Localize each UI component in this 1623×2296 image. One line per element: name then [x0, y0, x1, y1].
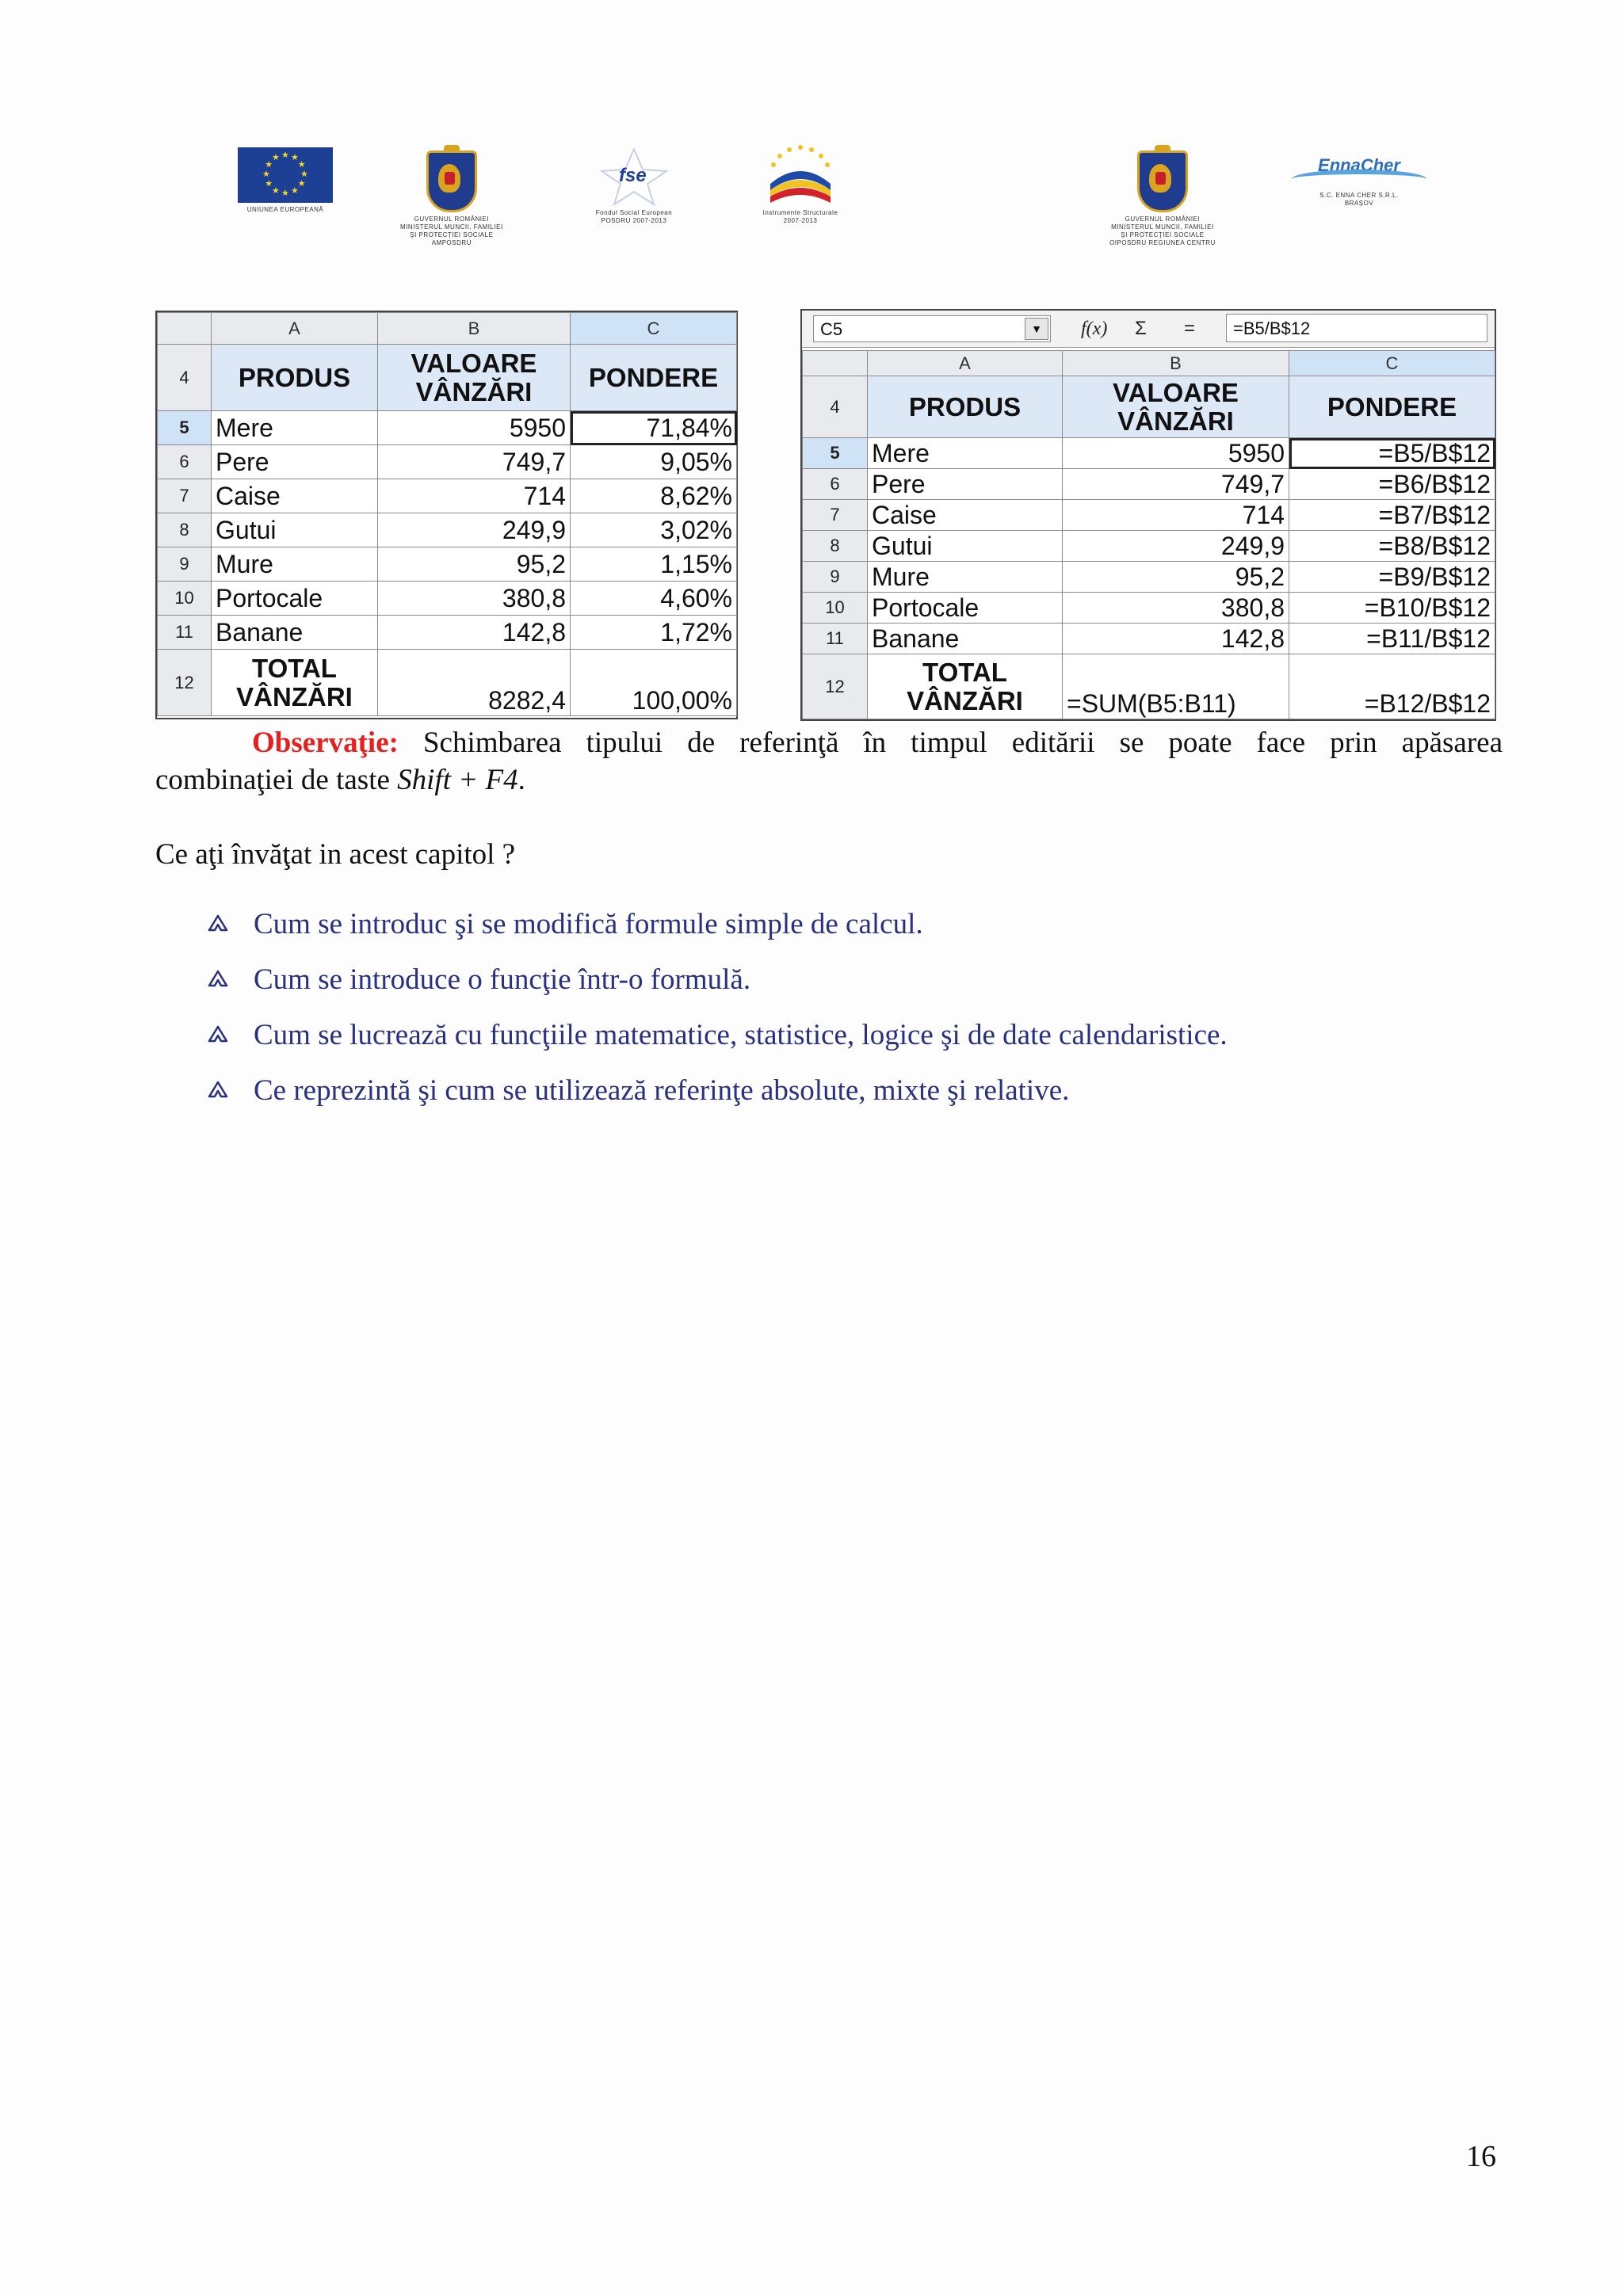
row-header[interactable]: 11 [158, 616, 212, 650]
cell-pondere[interactable]: 1,15% [571, 547, 737, 582]
header-cell-produs[interactable]: PRODUS [868, 376, 1063, 438]
crest-icon [426, 151, 477, 212]
list-item [208, 906, 1228, 943]
list-item-text: Ce reprezintă şi cum se utilizează referinţe absolute, mixte şi relative. [254, 1074, 1070, 1107]
column-header-b[interactable]: B [1063, 351, 1289, 376]
cell-valoare[interactable]: 249,9 [378, 513, 571, 547]
logo-caption: GUVERNUL ROMÂNIEI MINISTERUL MUNCII, FAMILIEI ŞI PROTECŢIEI SOCIALE OIPOSDRU REGIUNEA CENTRU [1109, 215, 1216, 246]
row-header[interactable]: 4 [803, 376, 868, 438]
total-value-cell[interactable]: 8282,4 [378, 650, 571, 716]
cell-produs[interactable]: Mure [212, 547, 378, 582]
formula-bar [802, 311, 1495, 348]
table-row [803, 531, 1495, 562]
total-label-cell[interactable]: TOTAL VÂNZĂRI [212, 650, 378, 716]
equals-icon[interactable]: = [1184, 318, 1196, 339]
row-header[interactable]: 6 [803, 469, 868, 500]
cell-pondere[interactable]: 71,84% [571, 411, 737, 445]
row-header[interactable]: 6 [158, 445, 212, 479]
cell-valoare[interactable]: 714 [1063, 500, 1289, 531]
cell-produs[interactable]: Portocale [212, 582, 378, 616]
cell-pondere[interactable]: =B9/B$12 [1289, 562, 1495, 593]
chevron-down-icon[interactable]: ▼ [1025, 318, 1048, 340]
table-row [803, 562, 1495, 593]
cell-pondere[interactable]: 9,05% [571, 445, 737, 479]
bullet-triangle-icon [208, 1073, 228, 1118]
bullet-triangle-icon [208, 1017, 228, 1062]
star-icon: ★ [281, 151, 289, 160]
cell-valoare[interactable]: 5950 [378, 411, 571, 445]
header-cell-pondere[interactable]: PONDERE [1289, 376, 1495, 438]
header-cell-valoare[interactable]: VALOARE VÂNZĂRI [1063, 376, 1289, 438]
logo-caption: GUVERNUL ROMÂNIEI MINISTERUL MUNCII, FAMILIEI ŞI PROTECŢIEI SOCIALE AMPOSDRU [400, 215, 503, 246]
cell-pondere[interactable]: =B7/B$12 [1289, 500, 1495, 531]
table-row [803, 593, 1495, 624]
cell-pondere[interactable]: =B5/B$12 [1289, 438, 1495, 469]
cell-valoare[interactable]: 380,8 [378, 582, 571, 616]
row-header[interactable]: 9 [803, 562, 868, 593]
cell-pondere[interactable]: 8,62% [571, 479, 737, 513]
cell-pondere[interactable]: 4,60% [571, 582, 737, 616]
spreadsheet-values-screenshot [155, 311, 738, 719]
romanian-government-crest-logo-2 [1109, 151, 1216, 247]
star-icon: ★ [272, 153, 280, 163]
cell-produs[interactable]: Mere [868, 438, 1063, 469]
column-header-c[interactable]: C [1289, 351, 1495, 376]
cell-produs[interactable]: Caise [212, 479, 378, 513]
star-icon: ★ [291, 153, 299, 163]
corner-cell [158, 313, 212, 345]
cell-produs[interactable]: Banane [212, 616, 378, 650]
cell-pondere[interactable]: =B6/B$12 [1289, 469, 1495, 500]
cell-valoare[interactable]: 95,2 [1063, 562, 1289, 593]
shortcut-text: Shift + F4 [397, 764, 518, 796]
table-row [158, 547, 737, 582]
cell-valoare[interactable]: 142,8 [378, 616, 571, 650]
cell-valoare[interactable]: 142,8 [1063, 624, 1289, 654]
header-cell-valoare[interactable]: VALOARE VÂNZĂRI [378, 345, 571, 411]
cell-produs[interactable]: Banane [868, 624, 1063, 654]
cell-valoare[interactable]: 5950 [1063, 438, 1289, 469]
star-icon: ★ [265, 179, 273, 189]
formula-input[interactable]: =B5/B$12 [1226, 314, 1487, 342]
fse-star-icon [590, 147, 678, 206]
summary-question: Ce aţi învăţat in acest capitol ? [155, 838, 516, 871]
cell-pondere[interactable]: =B11/B$12 [1289, 624, 1495, 654]
star-icon: ★ [281, 189, 289, 198]
star-icon: ★ [297, 179, 306, 189]
spreadsheet-formulas-screenshot [800, 309, 1496, 721]
name-box-value: C5 [820, 319, 843, 339]
row-header[interactable]: 7 [803, 500, 868, 531]
column-header-a[interactable]: A [212, 313, 378, 345]
row-header[interactable]: 10 [803, 593, 868, 624]
page-number: 16 [1466, 2140, 1496, 2173]
name-box[interactable] [813, 315, 1051, 342]
cell-produs[interactable]: Gutui [212, 513, 378, 547]
table-row [158, 616, 737, 650]
observation-text: Schimbarea tipului de referinţă în timpul editării se poate face prin apăsarea [422, 727, 1503, 759]
total-label-cell[interactable]: TOTAL VÂNZĂRI [868, 654, 1063, 719]
table-row [158, 479, 737, 513]
star-icon: ★ [265, 160, 273, 170]
romanian-government-crest-logo [400, 151, 503, 247]
observation-text-2: combinaţiei de taste [155, 764, 398, 796]
cell-valoare[interactable]: 95,2 [378, 547, 571, 582]
row-header[interactable]: 5 [158, 411, 212, 445]
list-item-text: Cum se introduc şi se modifică formule simple de calcul. [254, 908, 923, 940]
instrumente-structurale-logo [761, 143, 840, 225]
list-item [208, 1073, 1228, 1109]
bullet-triangle-icon [208, 906, 228, 952]
column-header-a[interactable]: A [868, 351, 1063, 376]
column-header-c[interactable]: C [571, 313, 737, 345]
star-icon: ★ [300, 170, 308, 179]
row-header[interactable]: 8 [158, 513, 212, 547]
observation-line-2 [155, 762, 525, 799]
list-item [208, 962, 1228, 998]
swoosh-icon [1292, 170, 1426, 189]
cell-produs[interactable]: Pere [212, 445, 378, 479]
cell-valoare[interactable]: 380,8 [1063, 593, 1289, 624]
observation-line-1 [252, 725, 1503, 761]
corner-cell [803, 351, 868, 376]
cell-pondere[interactable]: 1,72% [571, 616, 737, 650]
header-cell-pondere[interactable]: PONDERE [571, 345, 737, 411]
row-header[interactable]: 5 [803, 438, 868, 469]
logo-caption: Fondul Social European POSDRU 2007-2013 [595, 209, 673, 224]
table-row [158, 411, 737, 445]
observation-period: . [517, 764, 525, 796]
bullet-triangle-icon [208, 962, 228, 1007]
cell-pondere[interactable]: =B10/B$12 [1289, 593, 1495, 624]
cell-produs[interactable]: Portocale [868, 593, 1063, 624]
cell-produs[interactable]: Gutui [868, 531, 1063, 562]
row-header[interactable]: 10 [158, 582, 212, 616]
eu-flag-logo [238, 147, 333, 214]
table-row [158, 445, 737, 479]
crest-icon [1137, 151, 1188, 212]
eu-flag-icon [238, 147, 333, 203]
table-row [803, 624, 1495, 654]
row-header[interactable]: 4 [158, 345, 212, 411]
header-cell-produs[interactable]: PRODUS [212, 345, 378, 411]
summary-list [208, 906, 1228, 1128]
logo-caption: S.C. ENNA CHER S.R.L. BRAŞOV [1319, 192, 1399, 207]
cell-pondere[interactable]: =B8/B$12 [1289, 531, 1495, 562]
star-icon: ★ [262, 170, 270, 179]
cell-valoare[interactable]: 749,7 [1063, 469, 1289, 500]
cell-produs[interactable]: Mure [868, 562, 1063, 593]
function-wizard-icon[interactable]: f(x) [1081, 318, 1108, 339]
row-header[interactable]: 8 [803, 531, 868, 562]
total-formula-cell[interactable]: =SUM(B5:B11) [1063, 654, 1289, 719]
list-item-text: Cum se lucrează cu funcţiile matematice, statistice, logice şi de date calendaristice. [254, 1019, 1228, 1051]
ennacher-mark-text: EnnaCher [1318, 155, 1400, 175]
column-header-b[interactable]: B [378, 313, 571, 345]
table-row [803, 438, 1495, 469]
cell-produs[interactable]: Mere [212, 411, 378, 445]
table-row [158, 513, 737, 547]
star-icon: ★ [291, 185, 299, 196]
total-pondere-formula-cell[interactable]: =B12/B$12 [1289, 654, 1495, 719]
fse-mark-text: fse [619, 165, 647, 186]
table-row [803, 469, 1495, 500]
cell-pondere[interactable]: 3,02% [571, 513, 737, 547]
total-pondere-cell[interactable]: 100,00% [571, 650, 737, 716]
list-item [208, 1017, 1228, 1054]
list-item-text: Cum se introduce o funcţie într-o formulă. [254, 963, 751, 996]
cell-valoare[interactable]: 714 [378, 479, 571, 513]
cell-produs[interactable]: Caise [868, 500, 1063, 531]
observation-label: Observaţie: [252, 727, 399, 759]
logo-caption: Instrumente Structurale 2007-2013 [762, 209, 838, 224]
sum-icon[interactable]: Σ [1135, 318, 1147, 339]
logo-caption: UNIUNEA EUROPEANĂ [246, 206, 324, 213]
star-icon: ★ [297, 160, 306, 170]
table-row [158, 582, 737, 616]
table-row [803, 500, 1495, 531]
cell-valoare[interactable]: 249,9 [1063, 531, 1289, 562]
row-header[interactable]: 12 [158, 650, 212, 716]
cell-valoare[interactable]: 749,7 [378, 445, 571, 479]
row-header[interactable]: 11 [803, 624, 868, 654]
row-header[interactable]: 7 [158, 479, 212, 513]
instrumente-structurale-icon [761, 143, 840, 206]
star-icon: ★ [272, 185, 280, 196]
row-header[interactable]: 12 [803, 654, 868, 719]
row-header[interactable]: 9 [158, 547, 212, 582]
fse-logo [590, 147, 678, 225]
cell-produs[interactable]: Pere [868, 469, 1063, 500]
ennacher-logo [1292, 155, 1426, 208]
